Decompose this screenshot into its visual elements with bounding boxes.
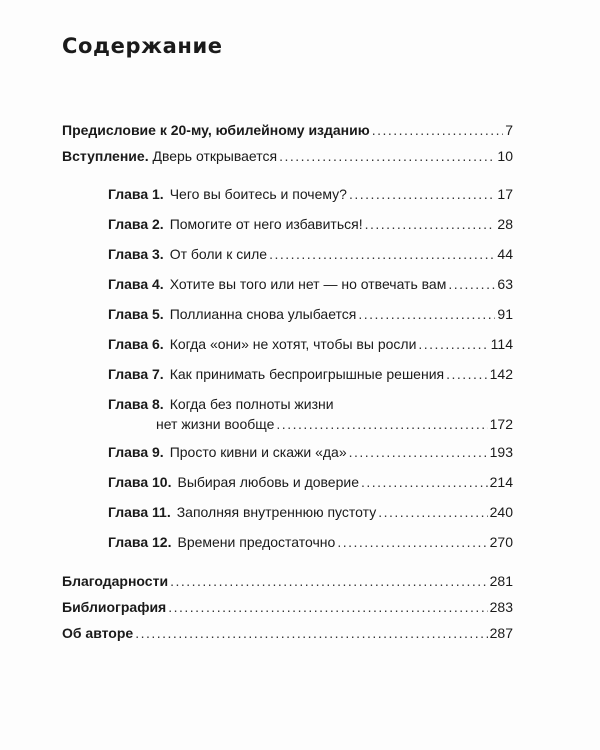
toc-entry-title-rest: Дверь открывается: [148, 148, 278, 164]
toc-entry-page: 142: [489, 366, 513, 382]
toc-entry-bibliography[interactable]: [62, 599, 513, 616]
chapter-title: От боли к силе: [169, 246, 268, 262]
dot-leader: [349, 444, 488, 461]
dot-leader: [365, 216, 496, 233]
chapter-label: Глава 5.: [108, 306, 164, 322]
toc-entry-page: 114: [490, 336, 513, 352]
chapter-label: Глава 3.: [108, 246, 164, 262]
chapter-title: Помогите от него избавиться!: [169, 216, 363, 232]
toc-entry-page: 283: [489, 599, 513, 615]
toc-entry-chapter-2[interactable]: [108, 216, 513, 233]
toc-entry-chapter-8[interactable]: [108, 396, 513, 433]
dot-leader: [372, 122, 504, 139]
dot-leader: [135, 625, 487, 642]
toc-entry-chapter-11[interactable]: [108, 504, 513, 521]
toc-entry-page: 17: [497, 186, 513, 202]
dot-leader: [337, 534, 487, 551]
chapter-title: Хотите вы того или нет — но отвечать вам: [169, 276, 447, 292]
chapter-label: Глава 2.: [108, 216, 164, 232]
toc-entry-title: Благодарности: [62, 573, 169, 589]
dot-leader: [361, 474, 488, 491]
dot-leader: [269, 246, 495, 263]
toc-entry-title: Об авторе: [62, 625, 134, 641]
toc-entry-chapter-5[interactable]: [108, 306, 513, 323]
toc-entry-acknowledgments[interactable]: [62, 573, 513, 590]
toc-entry-introduction[interactable]: [62, 148, 513, 165]
toc-entry-page: 10: [497, 148, 513, 164]
toc-entry-chapter-4[interactable]: [108, 276, 513, 293]
dot-leader: [279, 148, 495, 165]
chapter-label: Глава 9.: [108, 444, 164, 460]
toc-entry-title-bold: Вступление.: [62, 148, 149, 164]
chapter-title: Поллианна снова улыбается: [169, 306, 357, 322]
toc-entry-page: 28: [497, 216, 513, 232]
chapter-title: Заполняя внутреннюю пустоту: [176, 504, 377, 520]
chapter-label: Глава 12.: [108, 534, 172, 550]
dot-leader: [168, 599, 487, 616]
toc-entry-chapter-3[interactable]: [108, 246, 513, 263]
dot-leader: [378, 504, 487, 521]
toc-entry-page: 7: [505, 122, 513, 138]
toc-entry-page: 270: [489, 534, 513, 550]
toc-entry-preface[interactable]: [62, 122, 513, 139]
toc-entry-chapter-9[interactable]: [108, 444, 513, 461]
dot-leader: [418, 336, 488, 353]
toc-entry-chapter-6[interactable]: [108, 336, 513, 353]
toc-entry-chapter-1[interactable]: [108, 186, 513, 203]
toc-entry-page: 44: [497, 246, 513, 262]
toc-entry-page: 281: [489, 573, 513, 589]
toc-entry-page: 63: [497, 276, 513, 292]
chapter-label: Глава 6.: [108, 336, 164, 352]
chapter-label: Глава 11.: [108, 504, 171, 520]
chapter-title: Времени предостаточно: [177, 534, 336, 550]
toc-entry-page: 172: [489, 416, 513, 432]
chapter-label: Глава 10.: [108, 474, 172, 490]
chapter-title: Как принимать беспроигрышные решения: [169, 366, 445, 382]
dot-leader: [170, 573, 488, 590]
dot-leader: [358, 306, 495, 323]
toc-entry-about-author[interactable]: [62, 625, 513, 642]
toc-entry-title: Предисловие к 20-му, юбилейному изданию: [62, 122, 370, 138]
toc-entry-chapter-7[interactable]: [108, 366, 513, 383]
toc-entry-page: 193: [489, 444, 513, 460]
chapter-title-line-2: нет жизни вообще: [156, 416, 275, 432]
toc-entry-page: 91: [497, 306, 513, 322]
chapter-label: Глава 4.: [108, 276, 164, 292]
toc-entry-page: 214: [489, 474, 513, 490]
dot-leader: [349, 186, 495, 203]
chapter-title-line-1: Когда без полноты жизни: [169, 396, 334, 412]
chapter-label: Глава 1.: [108, 186, 164, 202]
chapter-label: Глава 8.: [108, 396, 164, 412]
page-title: Содержание: [62, 34, 223, 58]
chapter-title: Просто кивни и скажи «да»: [169, 444, 347, 460]
chapter-title: Чего вы боитесь и почему?: [169, 186, 347, 202]
dot-leader: [448, 276, 495, 293]
toc-entry-title: Библиография: [62, 599, 167, 615]
toc-entry-page: 287: [489, 625, 513, 641]
chapter-label: Глава 7.: [108, 366, 164, 382]
chapter-title: Когда «они» не хотят, чтобы вы росли: [169, 336, 417, 352]
dot-leader: [276, 416, 487, 433]
toc-entry-title: [62, 148, 277, 165]
dot-leader: [446, 366, 488, 383]
toc-entry-chapter-12[interactable]: [108, 534, 513, 551]
chapter-title: Выбирая любовь и доверие: [177, 474, 359, 490]
toc-entry-page: 240: [489, 504, 513, 520]
toc-entry-chapter-10[interactable]: [108, 474, 513, 491]
